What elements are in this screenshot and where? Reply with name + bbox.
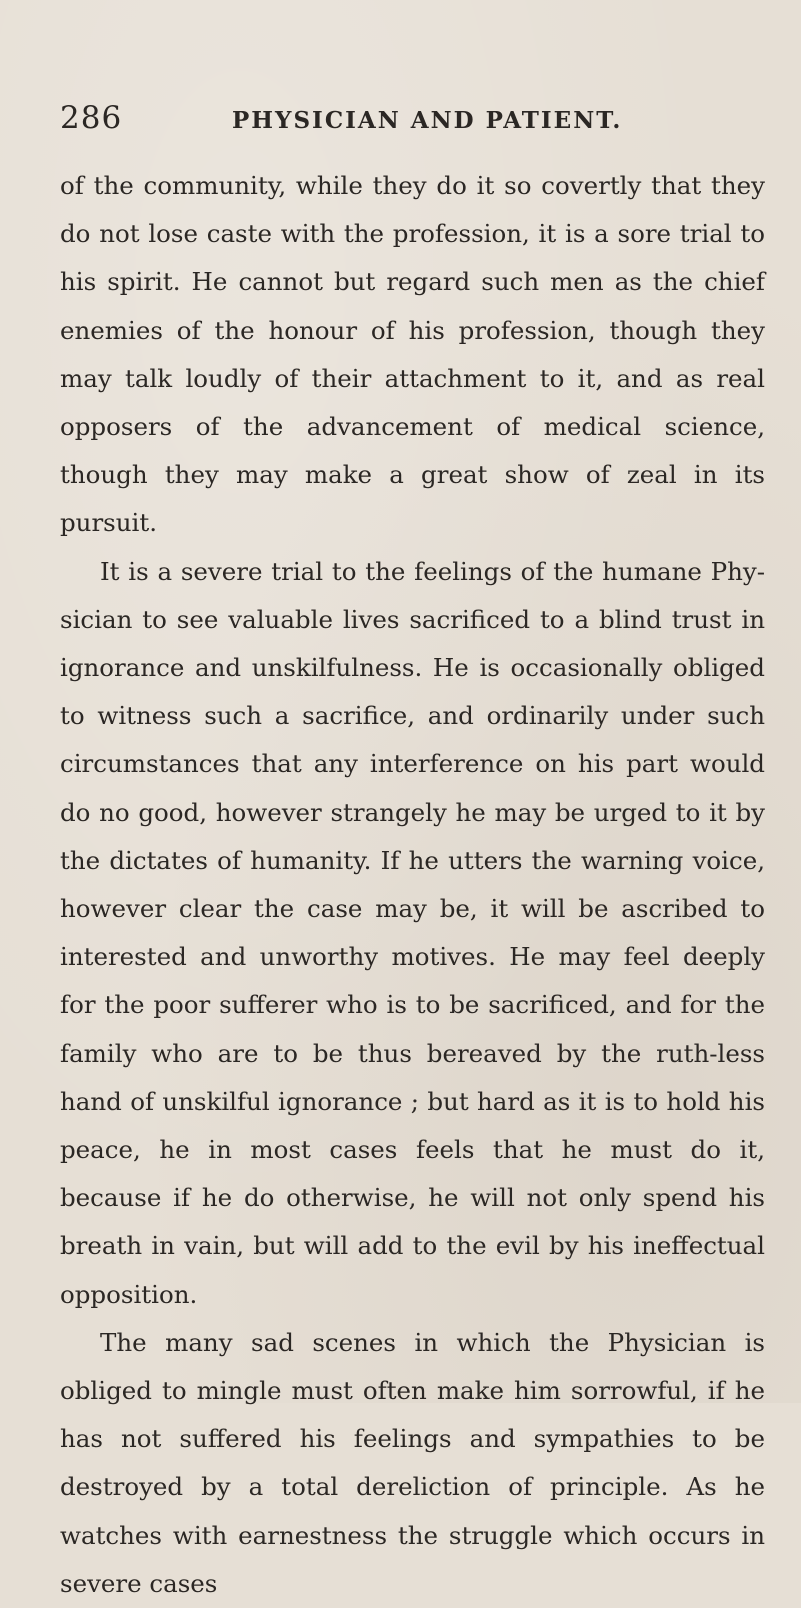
running-head: PHYSICIAN AND PATIENT. xyxy=(232,107,623,134)
page-number: 286 xyxy=(60,100,123,136)
body-text xyxy=(60,162,765,1608)
page-header xyxy=(60,100,765,144)
paragraph-continued: of the community, while they do it so covertly that they do not lose caste with the profession, it is a sore trial to his spirit. He cannot but regard such men as the chief enemies of the honour of his profession, though they may talk loudly of their attachment to it, and as real opposers of the advancement of medical science, though they may make a great show of zeal in its pursuit. xyxy=(60,171,765,538)
paragraph: It is a severe trial to the feelings of the humane Phy-sician to see valuable lives sacrificed to a blind trust in ignorance and unskilfulness. He is occasionally obliged to witness such a sacrifice, and ordinarily under such circumstances that any interference on his part would do no good, however strangely he may be urged to it by the dictates of humanity. If he utters the warning voice, however clear the case may be, it will be ascribed to interested and unworthy motives. He may feel deeply for the poor sufferer who is to be sacrificed, and for the family who are to be thus bereaved by the ruth-less hand of unskilful ignorance ; but hard as it is to hold his peace, he in most cases feels that he must do it, because if he do otherwise, he will not only spend his breath in vain, but will add to the evil by his ineffectual opposition. xyxy=(60,556,765,1309)
paragraph: The many sad scenes in which the Physician is obliged to mingle must often make him sorrowful, if he has not suffered his feelings and sympathies to be destroyed by a total dereliction of principle. As he watches with earnestness the struggle which occurs in severe cases xyxy=(60,1327,765,1598)
